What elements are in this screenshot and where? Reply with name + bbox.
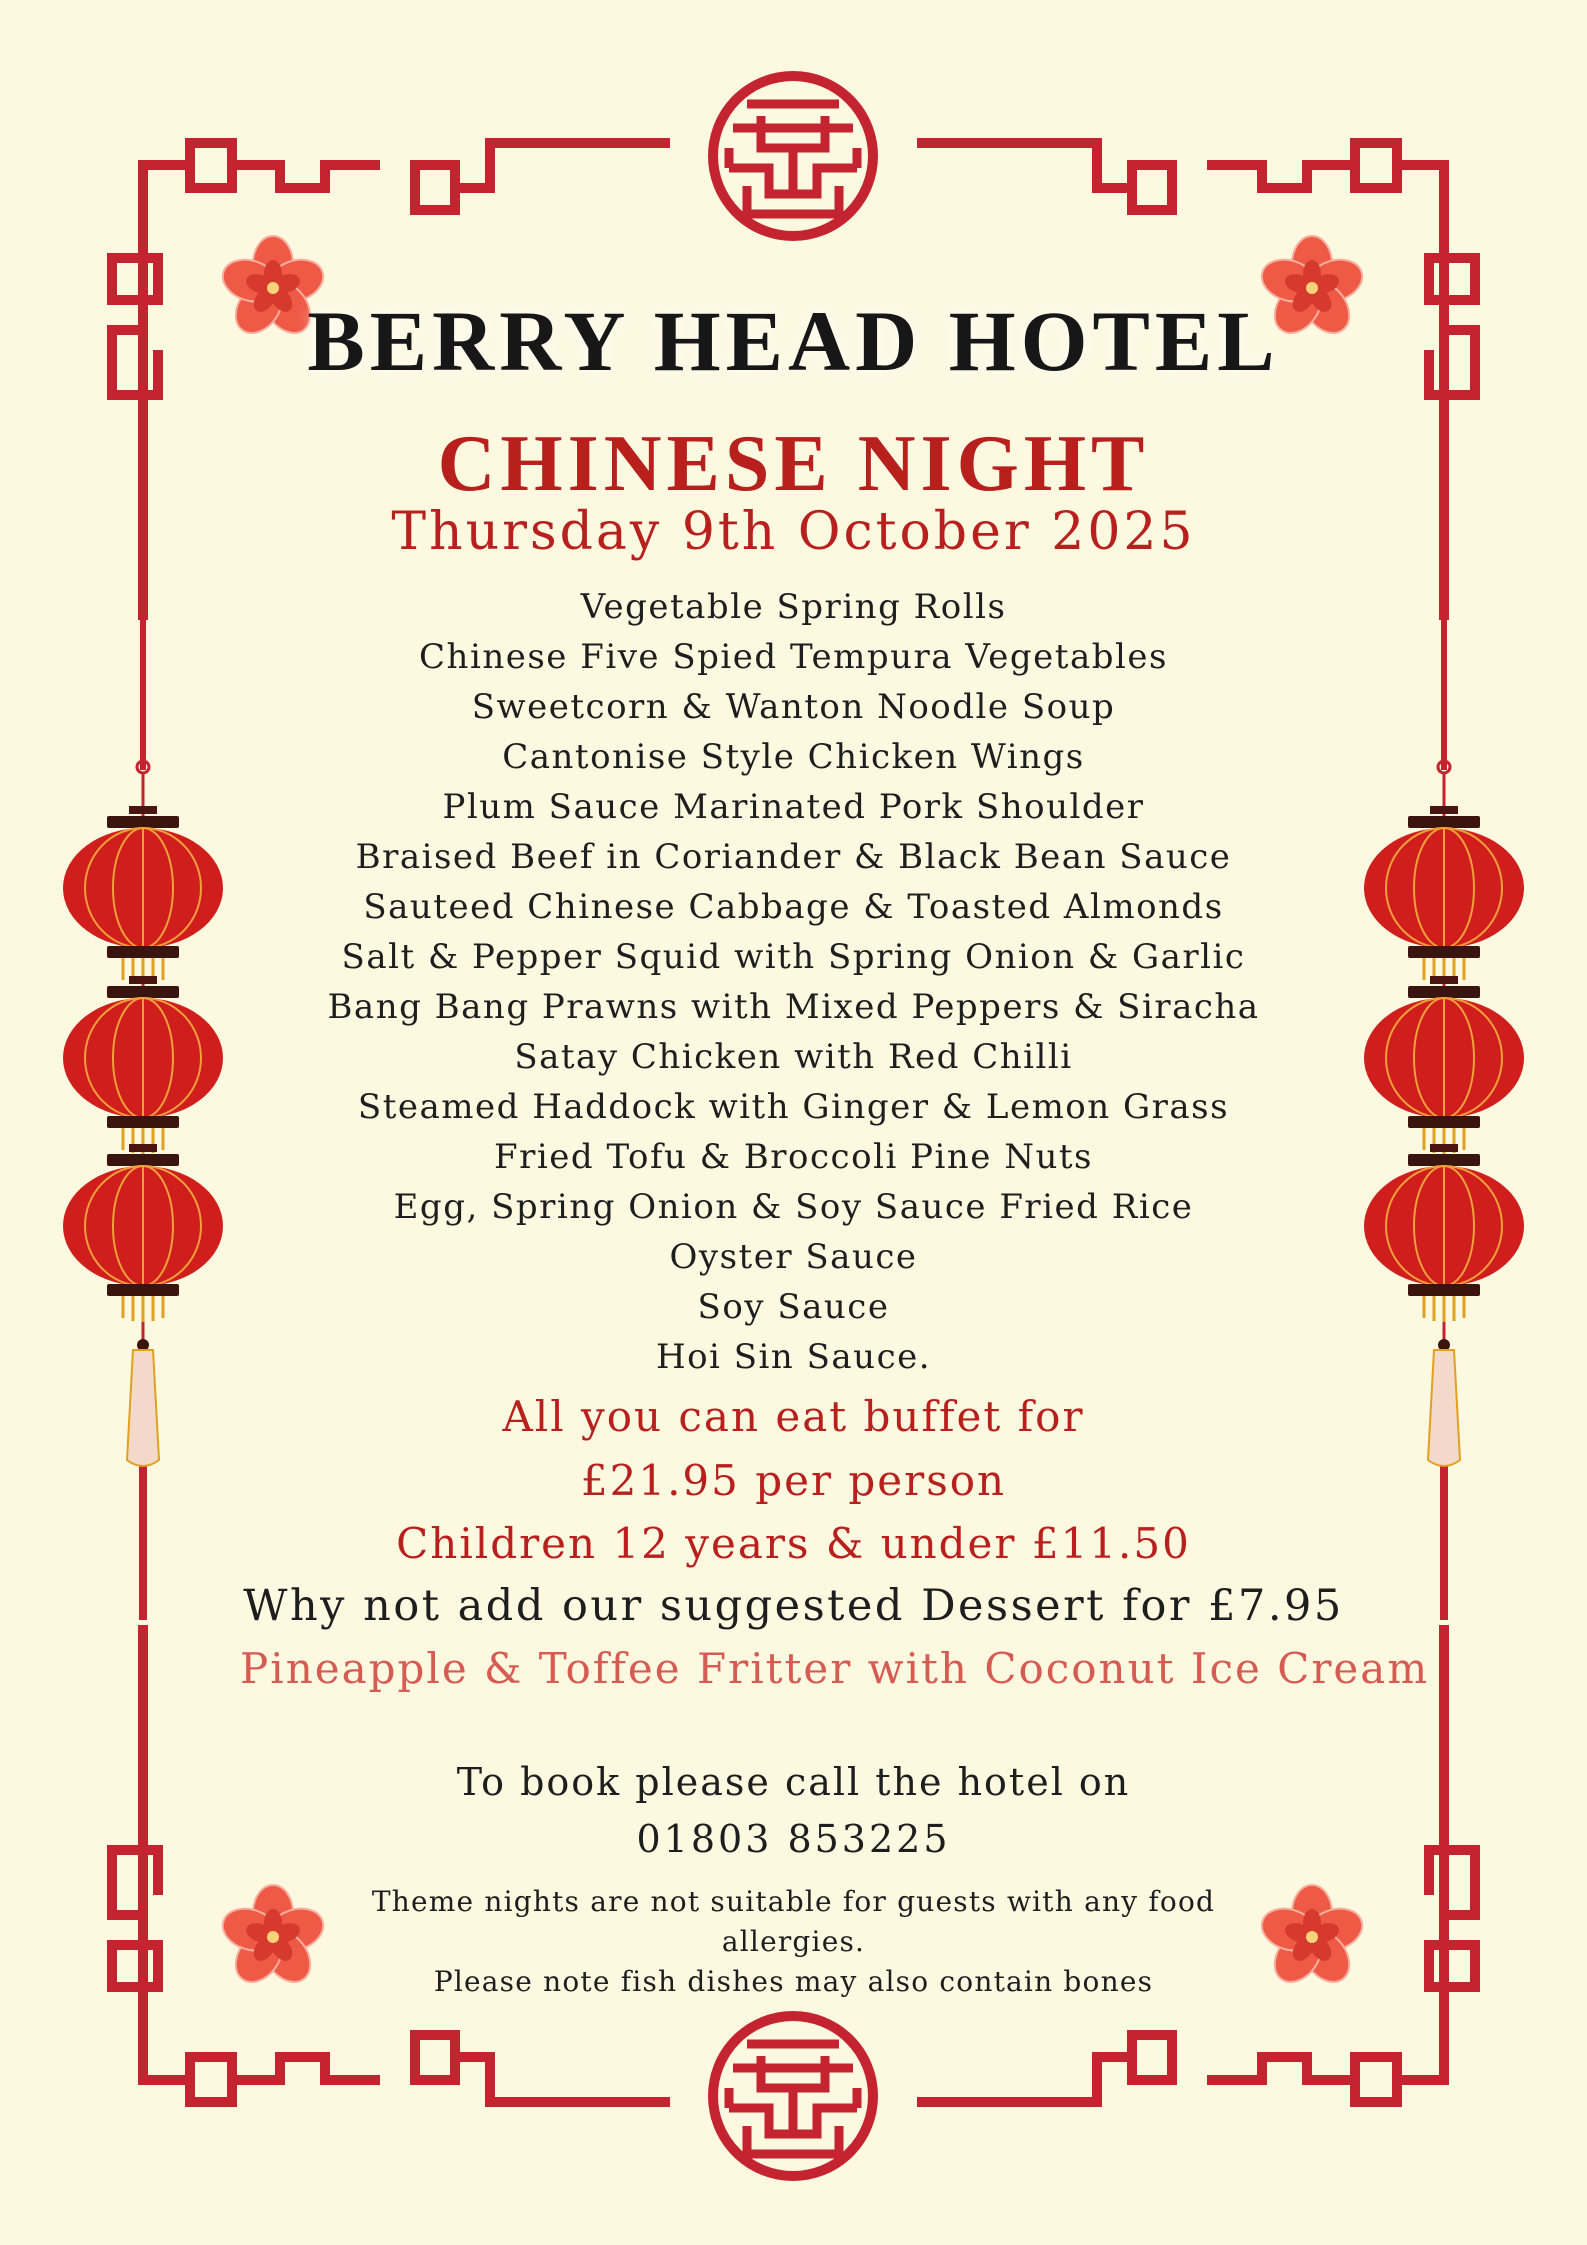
cherry-blossom-icon xyxy=(217,1885,328,1991)
menu-item: Fried Tofu & Broccoli Pine Nuts xyxy=(494,1137,1093,1177)
menu-item: Cantonise Style Chicken Wings xyxy=(502,737,1085,777)
notice-block xyxy=(340,1882,1247,2002)
chinese-lantern-icon xyxy=(63,1144,223,1322)
tassel-icon xyxy=(127,1350,159,1466)
children-price: Children 12 years & under £11.50 xyxy=(396,1519,1191,1568)
booking-text: To book please call the hotel on xyxy=(456,1760,1131,1804)
cherry-blossom-icon xyxy=(1256,1885,1367,1991)
menu-item: Egg, Spring Onion & Soy Sauce Fried Rice xyxy=(393,1187,1194,1227)
shou-symbol-icon xyxy=(713,2016,873,2176)
bones-notice: Please note fish dishes may also contain bones xyxy=(433,1965,1154,1998)
chinese-lantern-icon xyxy=(1364,1144,1524,1322)
chinese-lantern-icon xyxy=(1364,806,1524,984)
tassel-icon xyxy=(1428,1350,1460,1466)
menu-item: Salt & Pepper Squid with Spring Onion & Garlic xyxy=(341,937,1246,977)
chinese-lantern-icon xyxy=(63,976,223,1154)
fretwork-corner-bottom-right xyxy=(917,1625,1475,2102)
menu-item: Plum Sauce Marinated Pork Shoulder xyxy=(442,787,1145,827)
menu-item: Sauteed Chinese Cabbage & Toasted Almonds xyxy=(363,887,1224,927)
buffet-line: All you can eat buffet for xyxy=(502,1392,1085,1441)
chinese-lantern-icon xyxy=(63,806,223,984)
event-title: CHINESE NIGHT xyxy=(437,420,1150,508)
allergy-notice: Theme nights are not suitable for guests with any food allergies. xyxy=(371,1885,1216,1958)
event-date: Thursday 9th October 2025 xyxy=(391,502,1196,562)
left-lantern-string xyxy=(63,761,223,1466)
booking-phone: 01803 853225 xyxy=(636,1817,951,1861)
dessert-intro: Why not add our suggested Dessert for £7.95 xyxy=(243,1581,1344,1631)
hotel-name: BERRY HEAD HOTEL xyxy=(307,293,1280,389)
dessert-name: Pineapple & Toffee Fritter with Coconut Ice Cream xyxy=(240,1644,1430,1693)
menu-item: Chinese Five Spied Tempura Vegetables xyxy=(419,637,1168,677)
menu-list xyxy=(240,582,1347,1382)
menu-item: Steamed Haddock with Ginger & Lemon Grass xyxy=(357,1087,1230,1127)
right-lantern-string xyxy=(1364,761,1524,1466)
menu-item: Braised Beef in Coriander & Black Bean Sauce xyxy=(355,837,1232,877)
shou-symbol-icon xyxy=(713,76,873,236)
menu-item: Sweetcorn & Wanton Noodle Soup xyxy=(471,687,1116,727)
adult-price: £21.95 per person xyxy=(580,1456,1007,1505)
fretwork-corner-bottom-left xyxy=(112,1625,670,2102)
menu-item: Soy Sauce xyxy=(697,1287,890,1327)
menu-item: Bang Bang Prawns with Mixed Peppers & Siracha xyxy=(327,987,1260,1027)
menu-item: Vegetable Spring Rolls xyxy=(580,587,1007,627)
chinese-lantern-icon xyxy=(1364,976,1524,1154)
menu-item: Oyster Sauce xyxy=(669,1237,918,1277)
menu-item: Hoi Sin Sauce. xyxy=(655,1337,932,1377)
menu-item: Satay Chicken with Red Chilli xyxy=(514,1037,1073,1077)
